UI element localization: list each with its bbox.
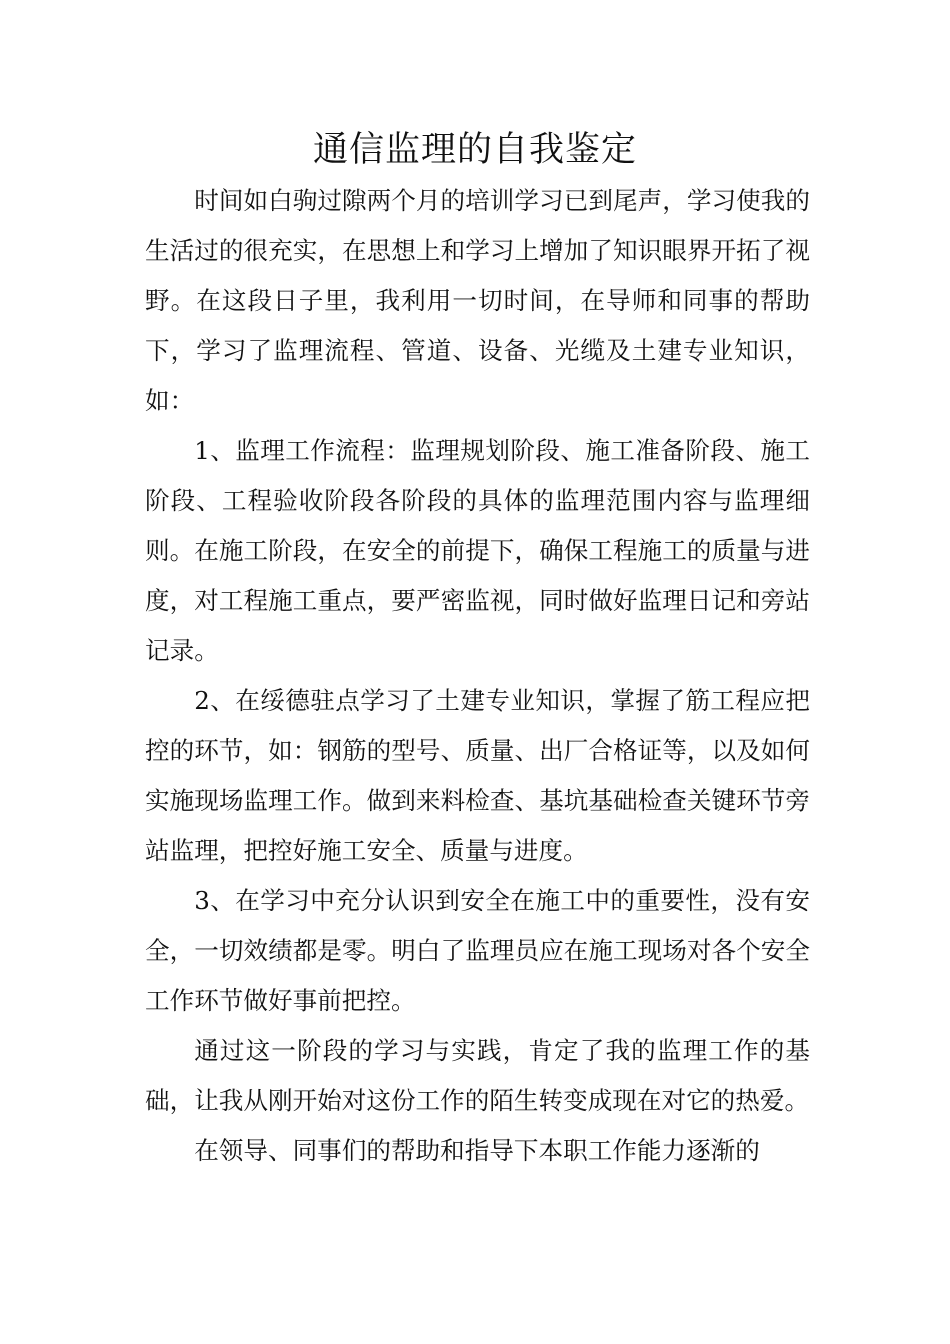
paragraph-intro: 时间如白驹过隙两个月的培训学习已到尾声，学习使我的生活过的很充实，在思想上和学习上增加了知识眼界开拓了视野。在这段日子里，我利用一切时间，在导师和同事的帮助下，学习了监理流程、管道、设备、光缆及土建专业知识，如： bbox=[145, 186, 810, 415]
paragraph-item-2: 2、在绥德驻点学习了土建专业知识，掌握了筋工程应把控的环节，如：钢筋的型号、质量、出厂合格证等，以及如何实施现场监理工作。做到来料检查、基坑基础检查关键环节旁站监理，把控好施工安全、质量与进度。 bbox=[145, 686, 810, 865]
paragraph-item-3: 3、在学习中充分认识到安全在施工中的重要性，没有安全，一切效绩都是零。明白了监理员应在施工现场对各个安全工作环节做好事前把控。 bbox=[145, 886, 810, 1015]
document-title: 通信监理的自我鉴定 bbox=[312, 130, 637, 170]
paragraph-continued: 在领导、同事们的帮助和指导下本职工作能力逐渐的 bbox=[194, 1136, 760, 1165]
document-body bbox=[145, 176, 810, 1176]
paragraph-summary: 通过这一阶段的学习与实践，肯定了我的监理工作的基础，让我从刚开始对这份工作的陌生转变成现在对它的热爱。 bbox=[145, 1036, 810, 1115]
paragraph-item-1: 1、监理工作流程：监理规划阶段、施工准备阶段、施工阶段、工程验收阶段各阶段的具体的监理范围内容与监理细则。在施工阶段，在安全的前提下，确保工程施工的质量与进度，对工程施工重点，要严密监视，同时做好监理日记和旁站记录。 bbox=[145, 436, 810, 665]
